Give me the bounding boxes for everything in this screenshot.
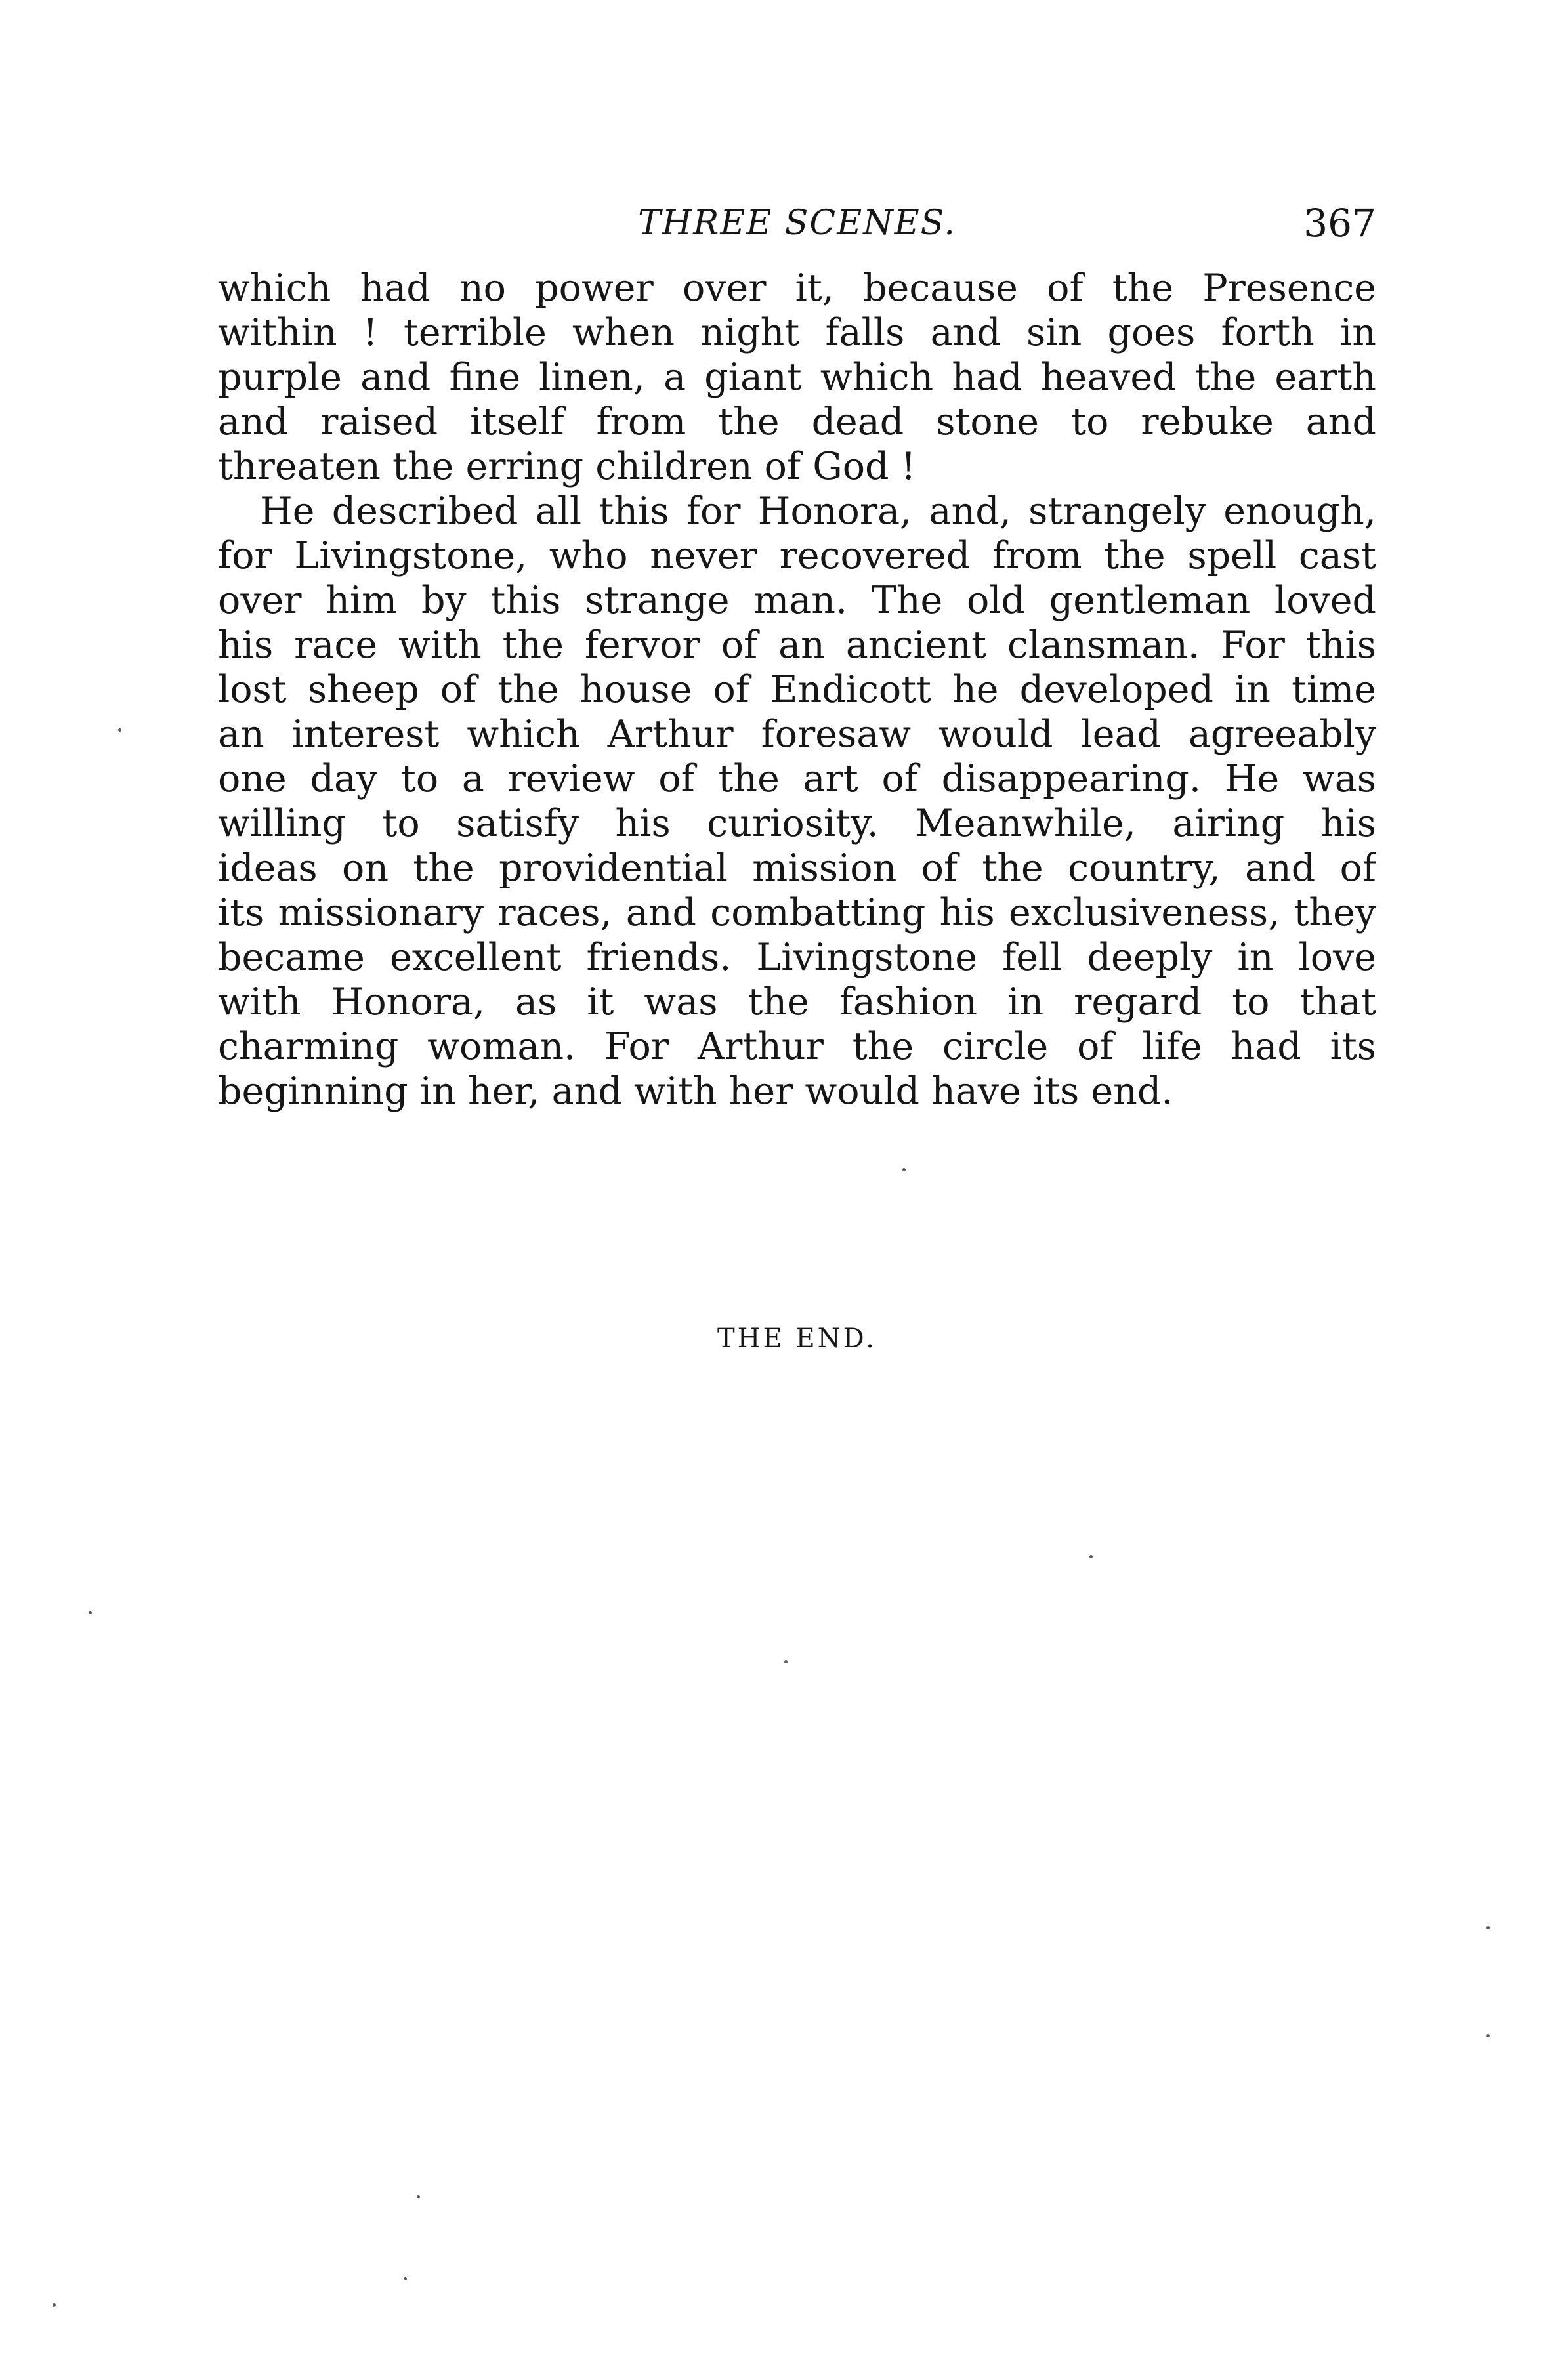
text-line: beginning in her, and with her would have its end. [218, 1070, 1173, 1113]
ink-speck [1089, 1555, 1093, 1558]
ink-speck [417, 2195, 420, 2198]
ink-speck [784, 1660, 788, 1663]
running-head [218, 197, 1376, 249]
text-line: and raised itself from the dead stone to rebuke and [218, 400, 1376, 444]
text-line: charming woman. For Arthur the circle of life had its [218, 1025, 1376, 1068]
text-line: purple and fine linen, a giant which had heaved the earth [218, 356, 1376, 399]
text-line: threaten the erring children of God ! [218, 445, 916, 488]
ink-speck [902, 1168, 906, 1171]
body-text [218, 266, 1376, 1114]
text-line: for Livingstone, who never recovered from the spell cast [218, 534, 1376, 577]
page-number: 367 [1303, 201, 1376, 245]
text-line: willing to satisfy his curiosity. Meanwhile, airing his [218, 802, 1376, 845]
ink-speck [118, 728, 121, 732]
text-line: became excellent friends. Livingstone fell deeply in love [218, 936, 1376, 979]
the-end: THE END. [717, 1324, 877, 1354]
running-title: THREE SCENES. [638, 203, 956, 243]
ink-speck [404, 2277, 407, 2280]
ink-speck [1486, 2034, 1490, 2037]
text-line: its missionary races, and combatting his exclusiveness, they [218, 891, 1376, 934]
text-line: which had no power over it, because of the Presence [218, 266, 1376, 310]
text-line: ideas on the providential mission of the country, and of [218, 846, 1376, 890]
text-line: one day to a review of the art of disappearing. He was [218, 757, 1376, 801]
ink-speck [89, 1611, 92, 1614]
text-line: his race with the fervor of an ancient clansman. For this [218, 623, 1376, 667]
text-line: an interest which Arthur foresaw would lead agreeably [218, 713, 1376, 756]
text-line: within ! terrible when night falls and sin goes forth in [218, 311, 1376, 354]
ink-speck [53, 2303, 56, 2307]
text-line: He described all this for Honora, and, strangely enough, [260, 490, 1376, 533]
text-line: with Honora, as it was the fashion in regard to that [218, 980, 1376, 1024]
ink-speck [1486, 1926, 1490, 1929]
text-line: over him by this strange man. The old gentleman loved [218, 579, 1376, 622]
text-line: lost sheep of the house of Endicott he developed in time [218, 668, 1376, 711]
